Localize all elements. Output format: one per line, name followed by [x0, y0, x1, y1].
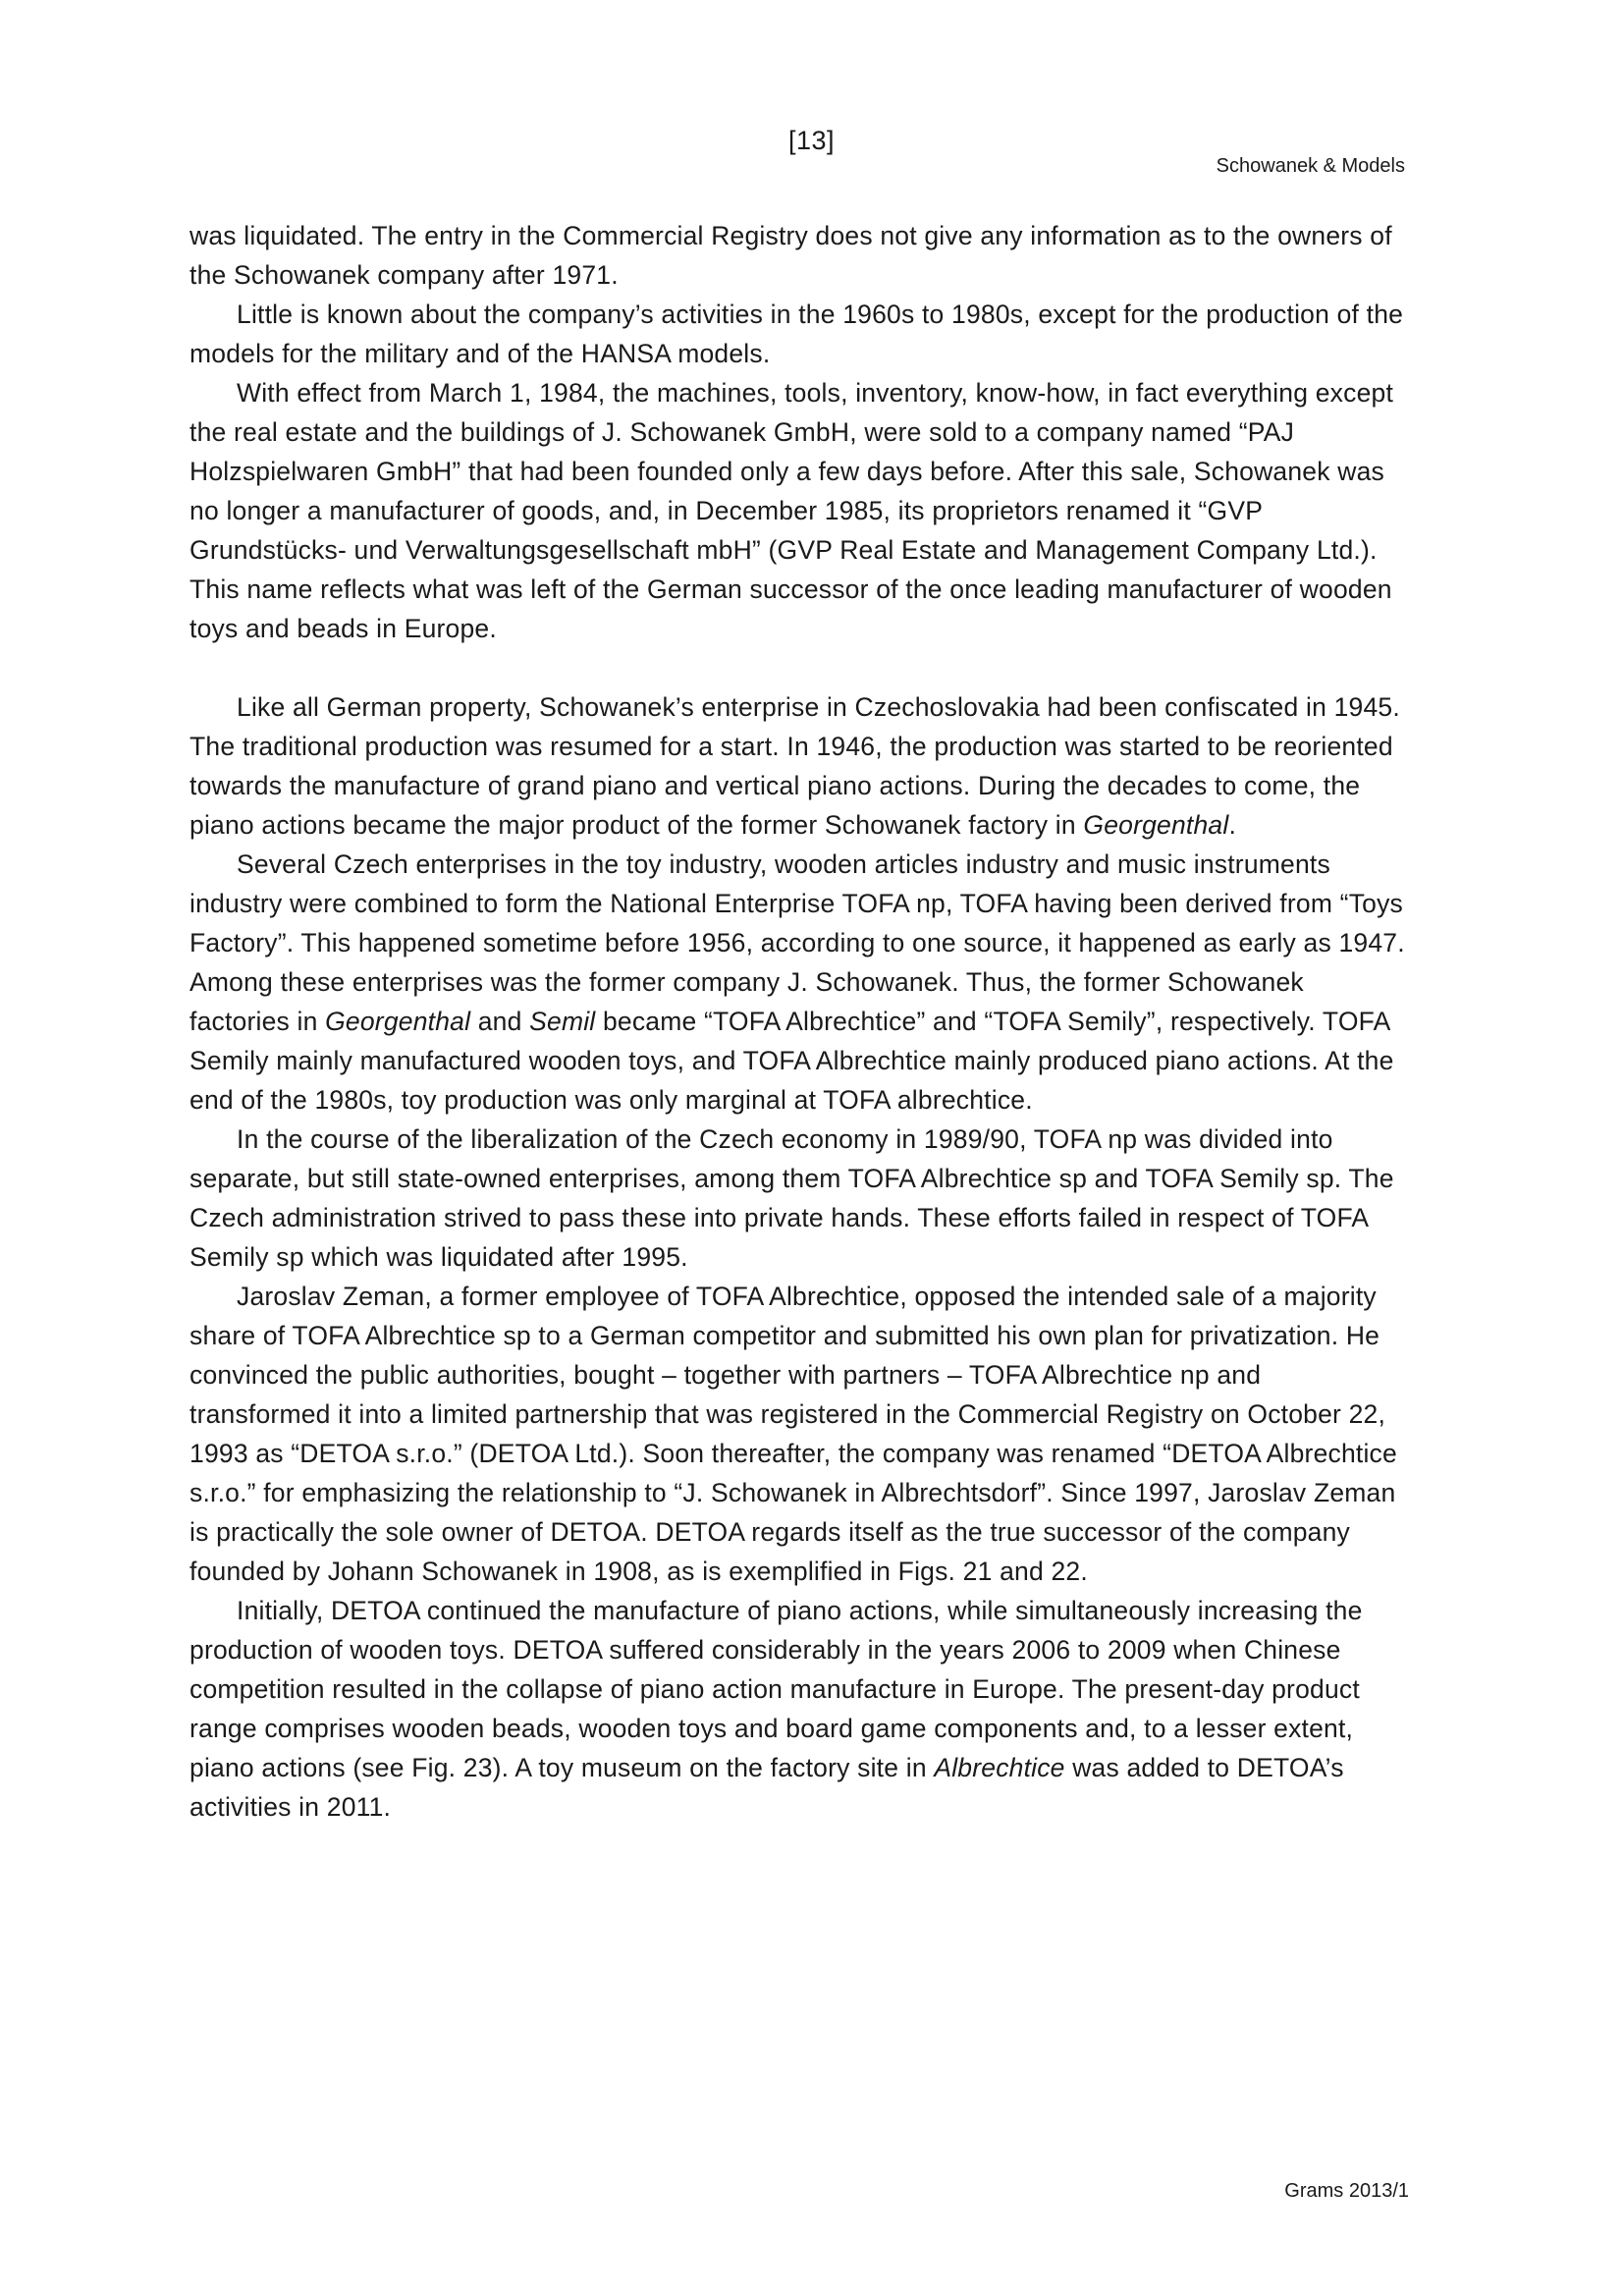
- italic-place-name: Georgenthal: [325, 1007, 471, 1036]
- text-run: was liquidated. The entry in the Commercial Registry does not give any information as to the owners of the Schowanek company after 1971.: [189, 221, 1392, 290]
- page-number: [13]: [787, 126, 836, 155]
- text-run: was added to DETOA’s activities in 2011.: [189, 1753, 1344, 1822]
- paragraph: [189, 1120, 1407, 1277]
- text-run: Several Czech enterprises in the toy industry, wooden articles industry and music instruments industry were combined to form the National Enterprise TOFA np, TOFA having been derived from “Toys Factory”. This happened sometime before 1956, according to one source, it happened as early as 1947. Among these enterprises was the former company J. Schowanek. Thus, the former Schowanek factories in: [189, 849, 1405, 1036]
- section-gap: [189, 648, 1407, 687]
- text-run: In the course of the liberalization of the Czech economy in 1989/90, TOFA np was divided into separate, but still state-owned enterprises, among them TOFA Albrechtice sp and TOFA Semily sp. The Czech administration strived to pass these into private hands. These efforts failed in respect of TOFA Semily sp which was liquidated after 1995.: [189, 1124, 1394, 1272]
- paragraph: [189, 216, 1407, 295]
- paragraph: [189, 1277, 1407, 1591]
- text-run: and: [470, 1007, 530, 1036]
- text-run: Like all German property, Schowanek’s enterprise in Czechoslovakia had been confiscated in 1945. The traditional production was resumed for a start. In 1946, the production was started to be reoriented towards the manufacture of grand piano and vertical piano actions. During the decades to come, the piano actions became the major product of the former Schowanek factory in: [189, 692, 1400, 840]
- body-text: [189, 216, 1407, 1827]
- paragraph: [189, 687, 1407, 845]
- italic-place-name: Semil: [529, 1007, 596, 1036]
- paragraph: [189, 1591, 1407, 1827]
- text-run: Jaroslav Zeman, a former employee of TOFA Albrechtice, opposed the intended sale of a majority share of TOFA Albrechtice sp to a German competitor and submitted his own plan for privatization. He convinced the public authorities, bought – together with partners – TOFA Albrechtice np and transformed it into a limited partnership that was registered in the Commercial Registry on October 22, 1993 as “DETOA s.r.o.” (DETOA Ltd.). Soon thereafter, the company was renamed “DETOA Albrechtice s.r.o.” for emphasizing the relationship to “J. Schowanek in Albrechtsdorf”. Since 1997, Jaroslav Zeman is practically the sole owner of DETOA. DETOA regards itself as the true successor of the company founded by Johann Schowanek in 1908, as is exemplified in Figs. 21 and 22.: [189, 1282, 1397, 1586]
- text-run: Initially, DETOA continued the manufacture of piano actions, while simultaneously increasing the production of wooden toys. DETOA suffered considerably in the years 2006 to 2009 when Chinese competition resulted in the collapse of piano action manufacture in Europe. The present-day product range comprises wooden beads, wooden toys and board game components and, to a lesser extent, piano actions (see Fig. 23). A toy museum on the factory site in: [189, 1596, 1363, 1782]
- text-run: Little is known about the company’s activities in the 1960s to 1980s, except for the production of the models for the military and of the HANSA models.: [189, 300, 1404, 368]
- running-header: Schowanek & Models: [1216, 155, 1405, 177]
- text-run: became “TOFA Albrechtice” and “TOFA Semily”, respectively. TOFA Semily mainly manufactured wooden toys, and TOFA Albrechtice mainly produced piano actions. At the end of the 1980s, toy production was only marginal at TOFA albrechtice.: [189, 1007, 1394, 1115]
- text-run: .: [1228, 810, 1237, 840]
- italic-place-name: Georgenthal: [1083, 810, 1229, 840]
- paragraph: [189, 295, 1407, 373]
- paragraph: [189, 845, 1407, 1120]
- footer-citation: Grams 2013/1: [1284, 2180, 1409, 2202]
- paragraph: [189, 373, 1407, 648]
- italic-place-name: Albrechtice: [934, 1753, 1065, 1782]
- text-run: With effect from March 1, 1984, the machines, tools, inventory, know-how, in fact everything except the real estate and the buildings of J. Schowanek GmbH, were sold to a company named “PAJ Holzspielwaren GmbH” that had been founded only a few days before. After this sale, Schowanek was no longer a manufacturer of goods, and, in December 1985, its proprietors renamed it “GVP Grundstücks- und Verwaltungsgesellschaft mbH” (GVP Real Estate and Management Company Ltd.). This name reflects what was left of the German successor of the once leading manufacturer of wooden toys and beads in Europe.: [189, 378, 1394, 643]
